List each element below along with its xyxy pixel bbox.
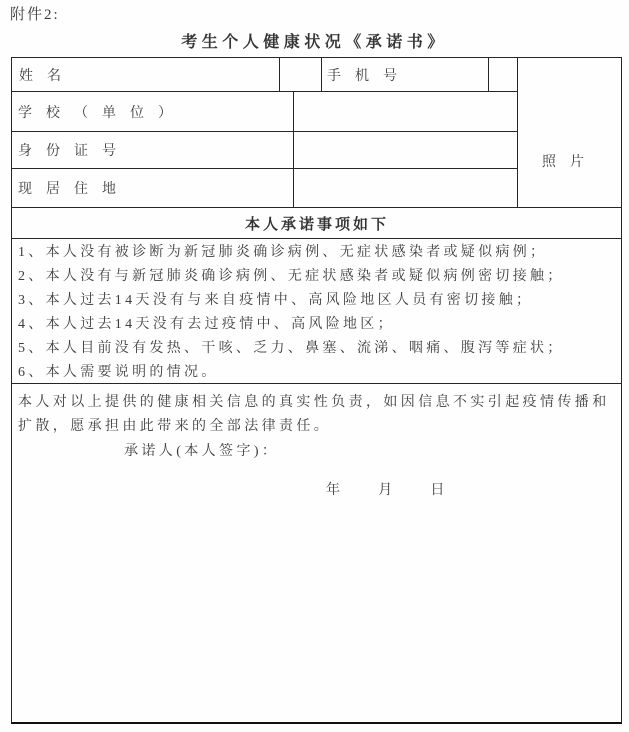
commitment-item: 3、本人过去14天没有与来自疫情中、高风险地区人员有密切接触；	[18, 293, 534, 309]
school-value-cell	[294, 92, 518, 132]
commitment-item: 4、本人过去14天没有去过疫情中、高风险地区；	[18, 317, 395, 333]
declaration-cell	[12, 384, 622, 723]
health-form-table	[11, 57, 622, 724]
id-value-cell	[294, 132, 518, 169]
name-value-cell	[280, 58, 322, 92]
school-label-cell: 学校（单位）	[12, 92, 294, 132]
commitment-item: 1、本人没有被诊断为新冠肺炎确诊病例、无症状感染者或疑似病例；	[18, 245, 548, 260]
declaration-text: 本人对以上提供的健康相关信息的真实性负责，如因信息不实引起疫情传播和扩散，愿承担由此带来的全部法律责任。	[18, 395, 610, 434]
address-label-cell: 现居住地	[12, 169, 294, 208]
phone-value-cell	[489, 58, 518, 92]
commitment-items-cell	[12, 239, 622, 384]
attachment-label: 附件2:	[10, 7, 60, 23]
commitment-item: 2、本人没有与新冠肺炎确诊病例、无症状感染者或疑似病例密切接触；	[18, 269, 565, 285]
address-value-cell	[294, 169, 518, 208]
page-title: 考生个人健康状况《承诺书》	[181, 34, 448, 51]
photo-cell: 照片	[518, 58, 622, 208]
name-label-cell: 姓名	[12, 58, 280, 92]
id-label-cell: 身份证号	[12, 132, 294, 169]
commitment-section-header: 本人承诺事项如下	[12, 208, 622, 239]
phone-label-cell: 手机号	[322, 58, 489, 92]
commitment-item: 5、本人目前没有发热、干咳、乏力、鼻塞、流涕、咽痛、腹泻等症状；	[18, 341, 565, 357]
commitment-item: 6、本人需要说明的情况。	[18, 365, 219, 381]
date-line: 年 月 日	[326, 483, 448, 498]
signature-label: 承诺人(本人签字)：	[124, 444, 280, 459]
